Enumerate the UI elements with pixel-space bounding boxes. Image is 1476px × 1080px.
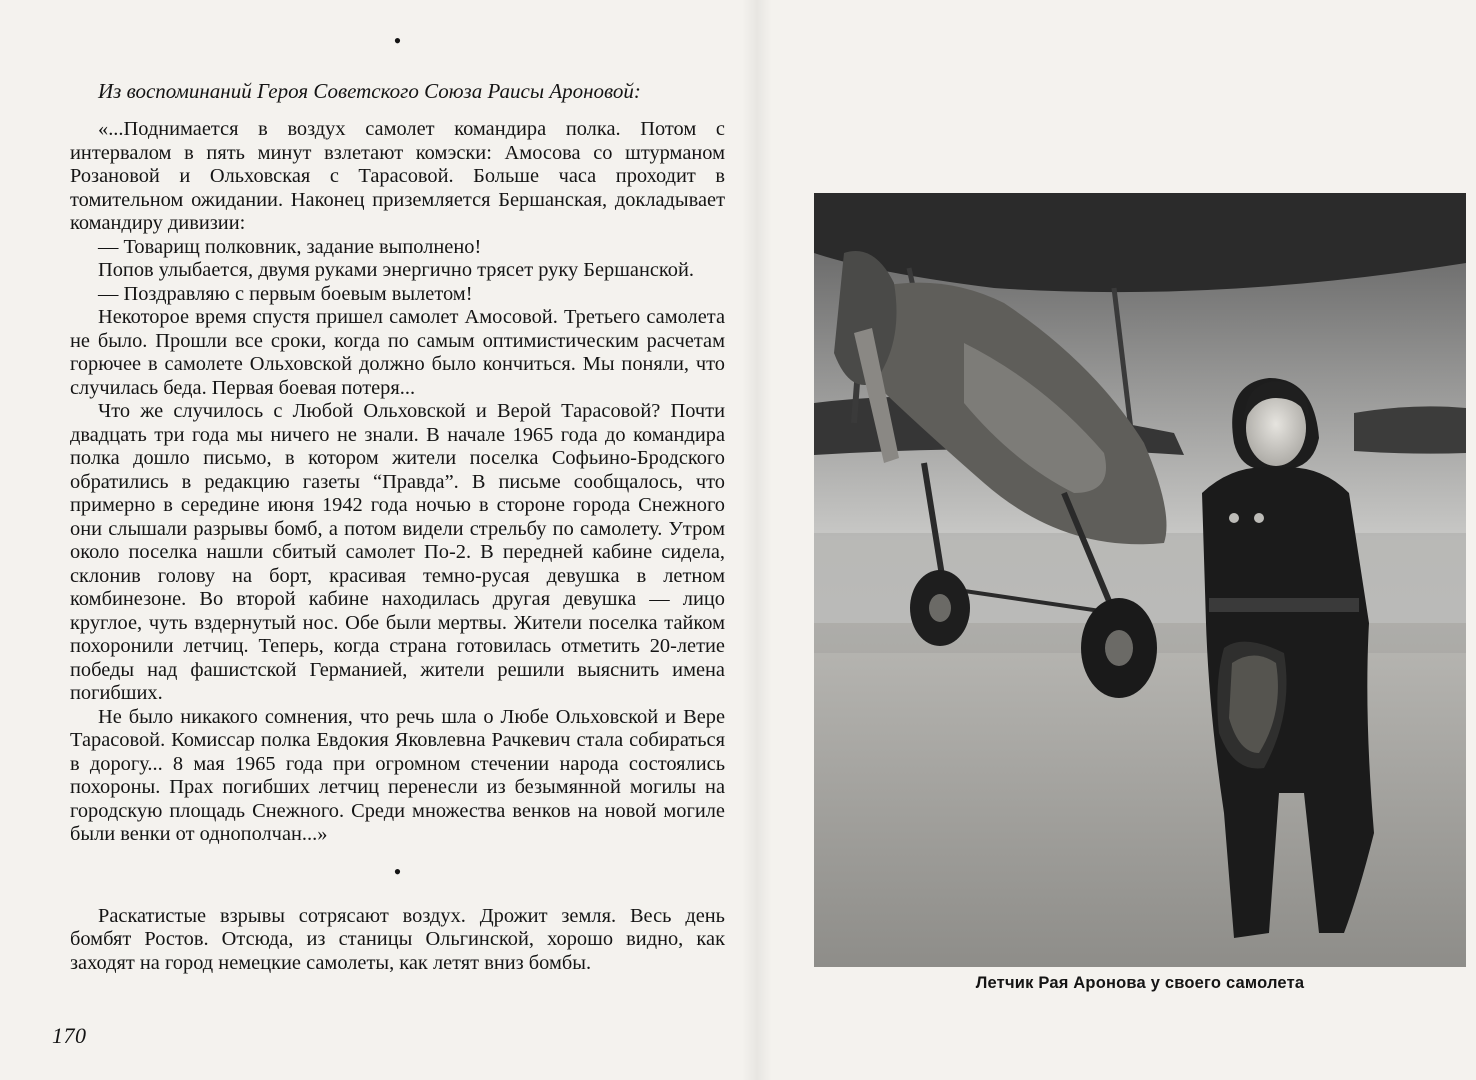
paragraph: — Поздравляю с первым боевым вылетом!	[98, 282, 473, 305]
paragraph: «...Поднимается в воздух самолет командира полка. Потом с интервалом в пять минут взлетают комэски: Амосова со штурманом Розановой и Ольховская с Тарасовой. Больше часа проходит в томительном ожидании. Наконец приземляется Бершанская, докладывает командиру дивизии:	[70, 118, 725, 234]
photo-caption: Летчик Рая Аронова у своего самолета	[975, 974, 1305, 992]
left-page	[52, 28, 725, 1060]
section-separator-mid: •	[393, 858, 402, 884]
paragraph: Некоторое время спустя пришел самолет Амосовой. Третьего самолета не было. Прошли все сроки, когда по самым оптимистическим расчетам горючее в самолете Ольховской должно было кончиться. Мы поняли, что случилась беда. Первая боевая потеря...	[70, 306, 725, 399]
section-separator-top: •	[393, 28, 402, 53]
photo-illustration	[814, 193, 1466, 967]
right-page	[760, 0, 1476, 1080]
paragraph: Попов улыбается, двумя руками энергично трясет руку Бершанской.	[98, 259, 694, 281]
page-number: 170	[52, 1023, 87, 1048]
photo-pilot-with-aircraft	[814, 193, 1466, 967]
paragraph: Раскатистые взрывы сотрясают воздух. Дрожит земля. Весь день бомбят Ростов. Отсюда, из станицы Ольгинской, хорошо видно, как заходят на город немецкие самолеты, как летят вниз бомбы.	[70, 904, 725, 974]
paragraph: Что же случилось с Любой Ольховской и Верой Тарасовой? Почти двадцать три года мы ничего не знали. В начале 1965 года до командира полка дошло письмо, в котором жители поселка Софьино-Бродского обратились в редакцию газеты “Правда”. В письме сообщалось, что примерно в середине июня 1942 года ночью в стороне города Снежного они слышали разрывы бомб, а потом видели стрельбу по самолету. Утром около поселка нашли сбитый самолет По-2. В передней кабине сидела, склонив голову на борт, красивая темно-русая девушка в летном комбинезоне. Во второй кабине находилась другая девушка — лицо круглое, чуть вздернутый нос. Обе были мертвы. Жители поселка тайком похоронили летчиц. Теперь, когда страна готовилась отметить 20-летие победы над фашистской Германией, жители решили выяснить имена погибших.	[70, 400, 725, 704]
section-heading: Из воспоминаний Героя Советского Союза Раисы Ароновой:	[98, 79, 641, 103]
memoir-text	[70, 118, 725, 847]
paragraph: Не было никакого сомнения, что речь шла о Любе Ольховской и Вере Тарасовой. Комиссар полка Евдокия Яковлевна Рачкевич стала собираться в дорогу... 8 мая 1965 года при огромном стечении народа состоялись похороны. Прах погибших летчиц перенесли из безымянной могилы на городскую площадь Снежного. Среди множества венков на новой могиле были венки от однополчан...»	[70, 705, 725, 845]
paragraph: — Товарищ полковник, задание выполнено!	[98, 235, 482, 258]
closing-text	[70, 905, 725, 976]
